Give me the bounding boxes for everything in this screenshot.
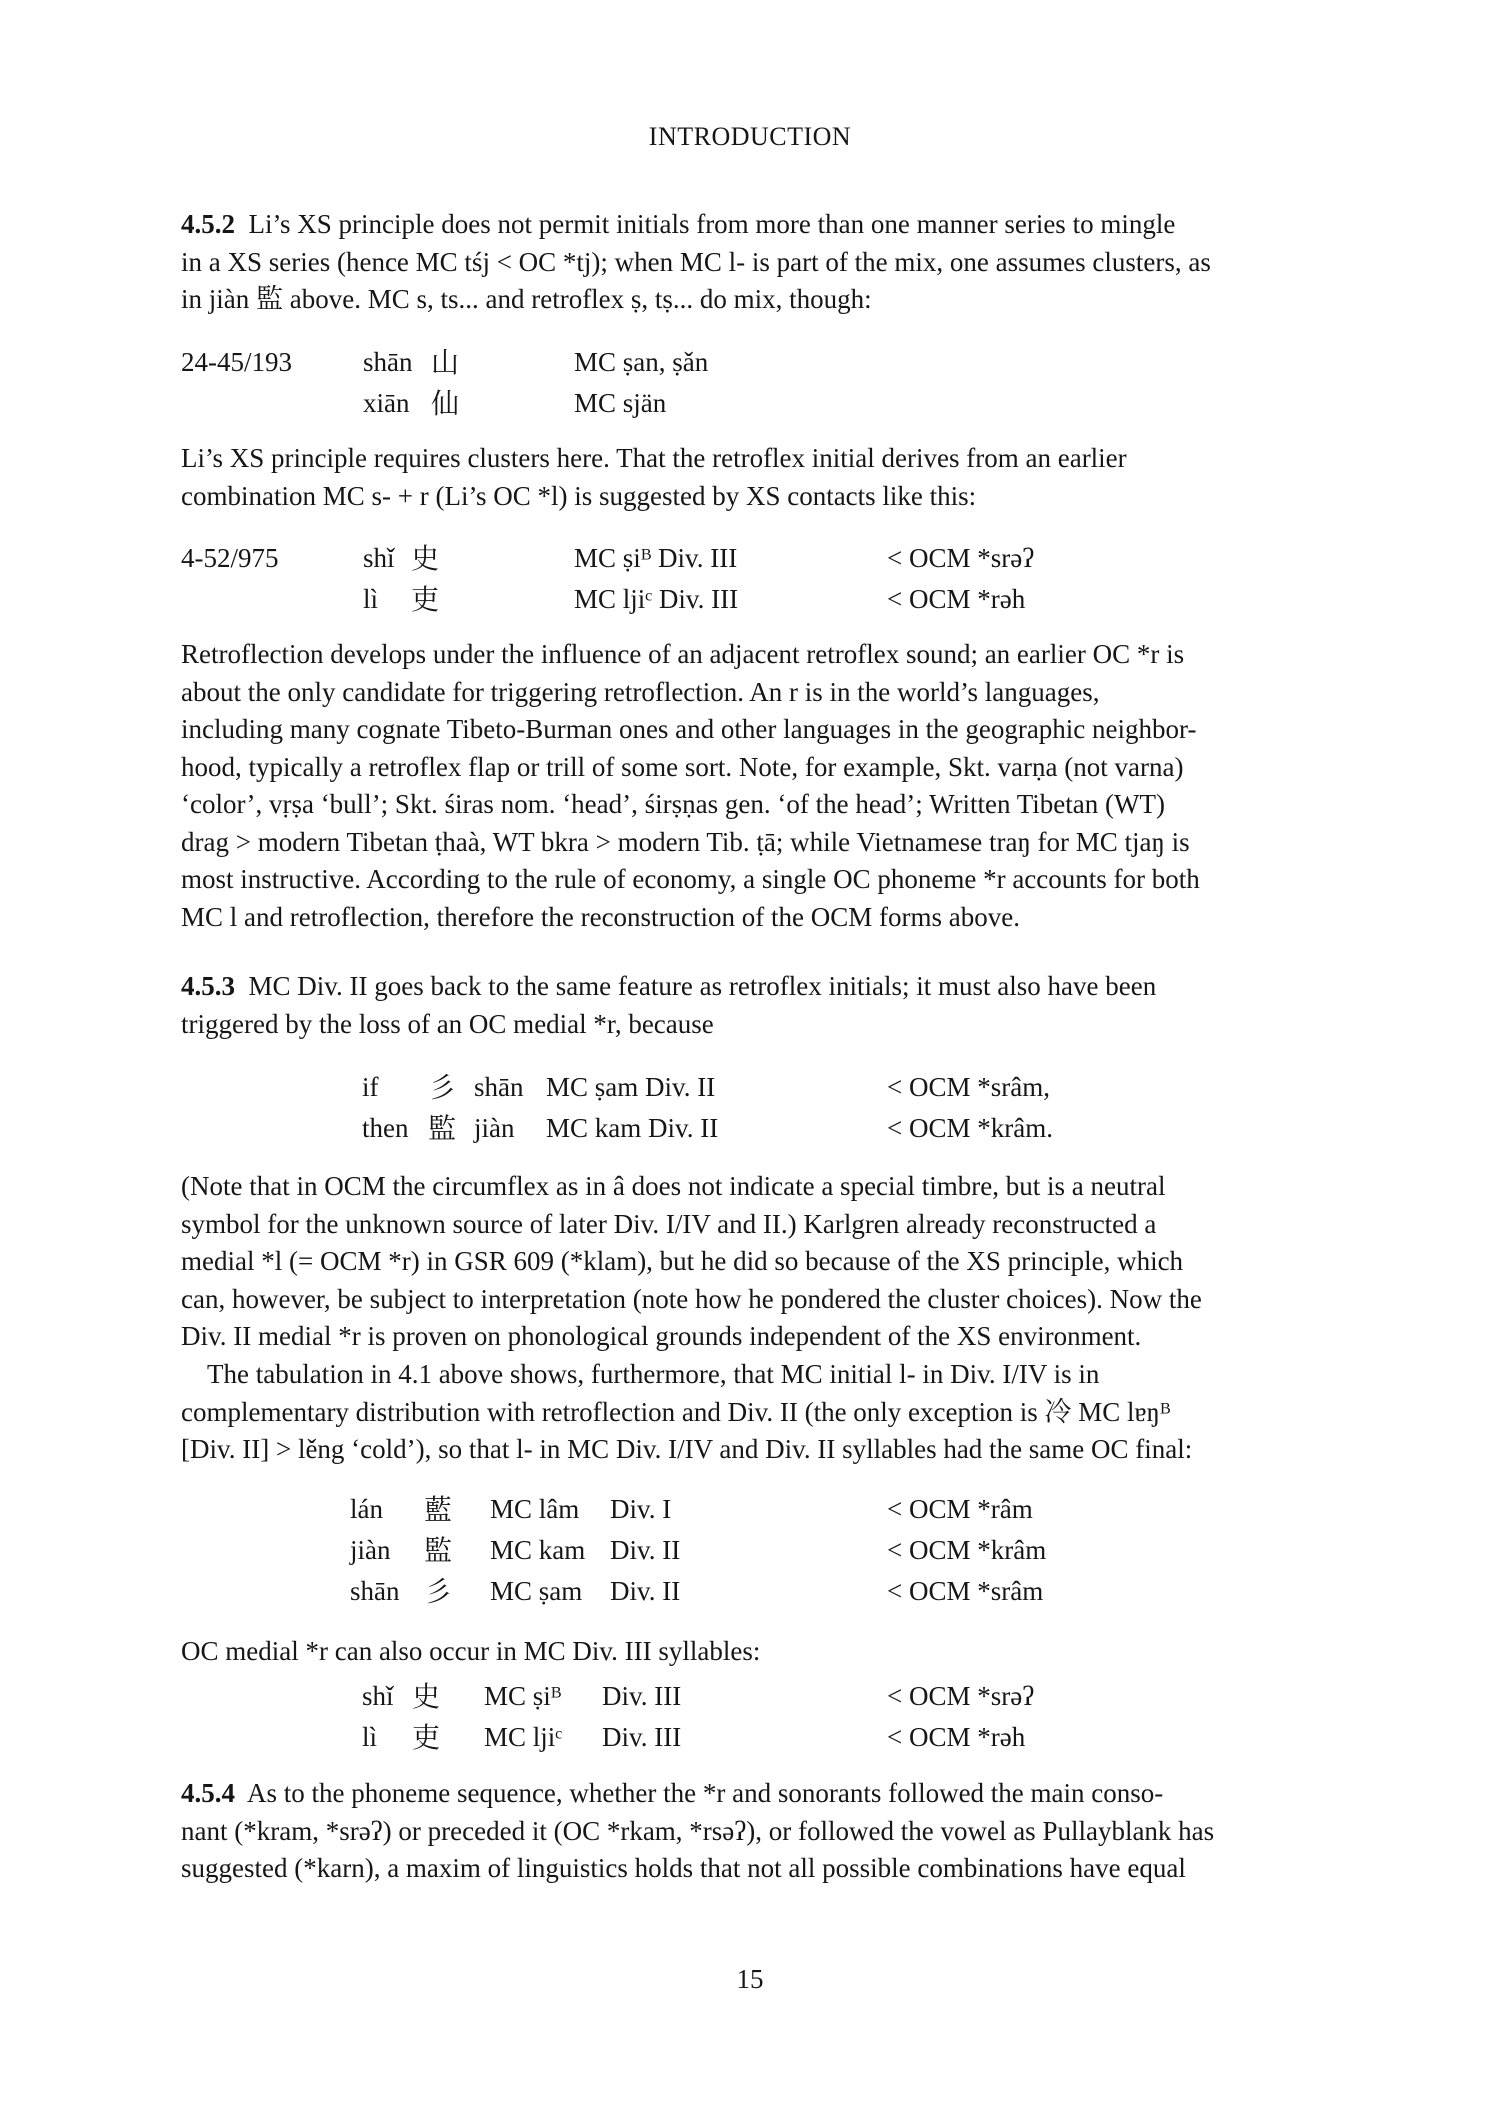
pinyin: xiān [363, 388, 410, 418]
paragraph-6 [181, 1633, 1321, 1671]
text-line: MC Div. II goes back to the same feature as retroflex initials; it must also have been [248, 971, 1157, 1001]
section-number: 4.5.2 [181, 209, 235, 239]
section-4-5-3 [181, 968, 1321, 1043]
mc-reading: MC ṣiᴮ Div. III [574, 543, 738, 573]
text-line: Li’s XS principle does not permit initials from more than one manner series to mingle [248, 209, 1176, 239]
example-row [362, 1067, 1262, 1108]
chinese-character: 彡 [424, 1575, 453, 1608]
text-line: (Note that in OCM the circumflex as in â does not indicate a special timbre, but is a neutral [181, 1171, 1166, 1201]
pinyin: lán [350, 1494, 383, 1524]
paragraph-2 [181, 440, 1321, 515]
page-number: 15 [736, 1964, 764, 1994]
ocm-reading: < OCM *krâm [887, 1535, 1047, 1565]
division: Div. III [602, 1722, 682, 1752]
chinese-character: 監 [424, 1534, 453, 1567]
pinyin: shǐ [363, 543, 395, 573]
division: Div. II [610, 1576, 681, 1606]
chinese-character: 吏 [411, 583, 440, 616]
text-line: in jiàn 監 above. MC s, ts... and retroflex ṣ, tṣ... do mix, though: [181, 284, 872, 314]
text-line: about the only candidate for triggering retroflection. An r is in the world’s languages, [181, 676, 1100, 707]
chinese-character: 仙 [431, 387, 460, 420]
mc-reading: MC ṣiᴮ [484, 1681, 562, 1711]
text-line: Div. II medial *r is proven on phonological grounds independent of the XS environment. [181, 1321, 1142, 1351]
paragraph [181, 636, 1321, 936]
ocm-reading: < OCM *râm [887, 1494, 1033, 1524]
ocm-reading: < OCM *srâm, [887, 1072, 1050, 1102]
example-row [362, 1676, 1262, 1717]
xs-reference: 4-52/975 [181, 543, 279, 573]
ocm-reading: < OCM *rəh [887, 584, 1026, 614]
mc-reading: MC ljiᶜ [484, 1722, 563, 1752]
mc-reading: MC lâm [490, 1494, 580, 1524]
text-line: nant (*kram, *srəʔ) or preceded it (OC *rkam, *rsəʔ), or followed the vowel as Pullayblank has [181, 1815, 1215, 1846]
section-number: 4.5.3 [181, 971, 235, 1001]
ocm-reading: < OCM *srâm [887, 1576, 1044, 1606]
paragraph [181, 1168, 1321, 1356]
ocm-reading: < OCM *rəh [887, 1722, 1026, 1752]
text-line: Retroflection develops under the influence of an adjacent retroflex sound; an earlier OC *r is [181, 639, 1185, 669]
text-line: triggered by the loss of an OC medial *r, because [181, 1008, 714, 1039]
text-line: combination MC s- + r (Li’s OC *l) is suggested by XS contacts like this: [181, 480, 977, 511]
pinyin: shān [350, 1576, 400, 1606]
division: Div. II [610, 1535, 681, 1565]
paragraph [181, 1775, 1321, 1888]
mc-reading: MC kam [490, 1535, 586, 1565]
chinese-character: 吏 [412, 1721, 441, 1754]
text-line: symbol for the unknown source of later Div. I/IV and II.) Karlgren already reconstructed a [181, 1208, 1157, 1239]
example-table-4 [350, 1489, 1250, 1612]
pinyin: jiàn [350, 1535, 391, 1565]
pinyin: lì [362, 1722, 378, 1752]
mc-reading: MC ljiᶜ Div. III [574, 584, 739, 614]
mc-reading: MC ṣam [490, 1576, 583, 1606]
mc-reading: MC ṣam Div. II [546, 1072, 716, 1102]
chinese-character: 藍 [424, 1493, 453, 1526]
example-table-3 [362, 1067, 1262, 1149]
mc-reading: MC sjän [574, 388, 667, 418]
pinyin: shān [474, 1072, 524, 1102]
example-row [181, 342, 1281, 383]
paragraph [181, 206, 1321, 319]
text-line: The tabulation in 4.1 above shows, furthermore, that MC initial l- in Div. I/IV is in [207, 1359, 1100, 1389]
ocm-reading: < OCM *krâm. [887, 1113, 1053, 1143]
chinese-character: 監 [428, 1112, 457, 1145]
condition-word: then [362, 1113, 409, 1143]
example-row [350, 1530, 1250, 1571]
mc-reading: MC kam Div. II [546, 1113, 719, 1143]
ocm-reading: < OCM *srəʔ [887, 1681, 1035, 1711]
text-line: Li’s XS principle requires clusters here. That the retroflex initial derives from an earlier [181, 443, 1127, 473]
pinyin: lì [363, 584, 379, 614]
example-row [362, 1717, 1262, 1758]
paragraph: OC medial *r can also occur in MC Div. III syllables: [181, 1636, 761, 1666]
pinyin: jiàn [474, 1113, 515, 1143]
chinese-character: 史 [412, 1680, 441, 1713]
example-row [181, 538, 1281, 579]
text-line: including many cognate Tibeto-Burman ones and other languages in the geographic neighbor- [181, 714, 1197, 744]
text-line: drag > modern Tibetan ṭhaà, WT bkra > modern Tib. ṭā; while Vietnamese traŋ for MC tjaŋ is [181, 826, 1190, 857]
division: Div. I [610, 1494, 672, 1524]
text-line: complementary distribution with retroflection and Div. II (the only exception is 冷 MC lɐŋᴮ [181, 1396, 1171, 1427]
paragraph [181, 968, 1321, 1043]
text-line: [Div. II] > lěng ‘cold’), so that l- in MC Div. I/IV and Div. II syllables had the same OC final: [181, 1434, 1193, 1464]
text-line: medial *l (= OCM *r) in GSR 609 (*klam), but he did so because of the XS principle, which [181, 1246, 1184, 1276]
example-table-2 [181, 538, 1281, 620]
example-row [362, 1108, 1262, 1149]
text-line: most instructive. According to the rule of economy, a single OC phoneme *r accounts for both [181, 864, 1200, 894]
chinese-character: 彡 [428, 1071, 457, 1104]
paragraph-4 [181, 1168, 1321, 1356]
mc-reading: MC ṣan, ṣǎn [574, 347, 709, 377]
text-line: suggested (*karn), a maxim of linguistics holds that not all possible combinations have equal [181, 1853, 1186, 1883]
example-table-1 [181, 342, 1281, 424]
text-line: can, however, be subject to interpretation (note how he pondered the cluster choices). Now the [181, 1283, 1202, 1314]
paragraph-3 [181, 636, 1321, 936]
example-row [350, 1571, 1250, 1612]
text-line: ‘color’, vṛṣa ‘bull’; Skt. śiras nom. ‘head’, śirṣṇas gen. ‘of the head’; Written Tibetan (WT) [181, 789, 1165, 819]
paragraph [181, 440, 1321, 515]
ocm-reading: < OCM *srəʔ [887, 543, 1035, 573]
chinese-character: 史 [411, 542, 440, 575]
pinyin: shān [363, 347, 413, 377]
example-row [181, 579, 1281, 620]
section-4-5-2 [181, 206, 1321, 319]
text-line: in a XS series (hence MC tśj < OC *tj); when MC l- is part of the mix, one assumes clusters, as [181, 246, 1211, 277]
condition-word: if [362, 1072, 379, 1102]
chinese-character: 山 [431, 346, 460, 379]
text-line: As to the phoneme sequence, whether the *r and sonorants followed the main conso- [247, 1778, 1164, 1808]
section-number: 4.5.4 [181, 1778, 235, 1808]
example-row [181, 383, 1281, 424]
text-line: MC l and retroflection, therefore the reconstruction of the OCM forms above. [181, 901, 1020, 932]
example-table-5 [362, 1676, 1262, 1758]
pinyin: shǐ [362, 1681, 394, 1711]
running-head: INTRODUCTION [648, 122, 852, 151]
division: Div. III [602, 1681, 682, 1711]
xs-reference: 24-45/193 [181, 347, 292, 377]
section-4-5-4 [181, 1775, 1321, 1888]
example-row [350, 1489, 1250, 1530]
paragraph [181, 1356, 1321, 1469]
text-line: hood, typically a retroflex flap or trill of some sort. Note, for example, Skt. varṇa (not varna) [181, 751, 1184, 782]
paragraph-5 [181, 1356, 1321, 1469]
